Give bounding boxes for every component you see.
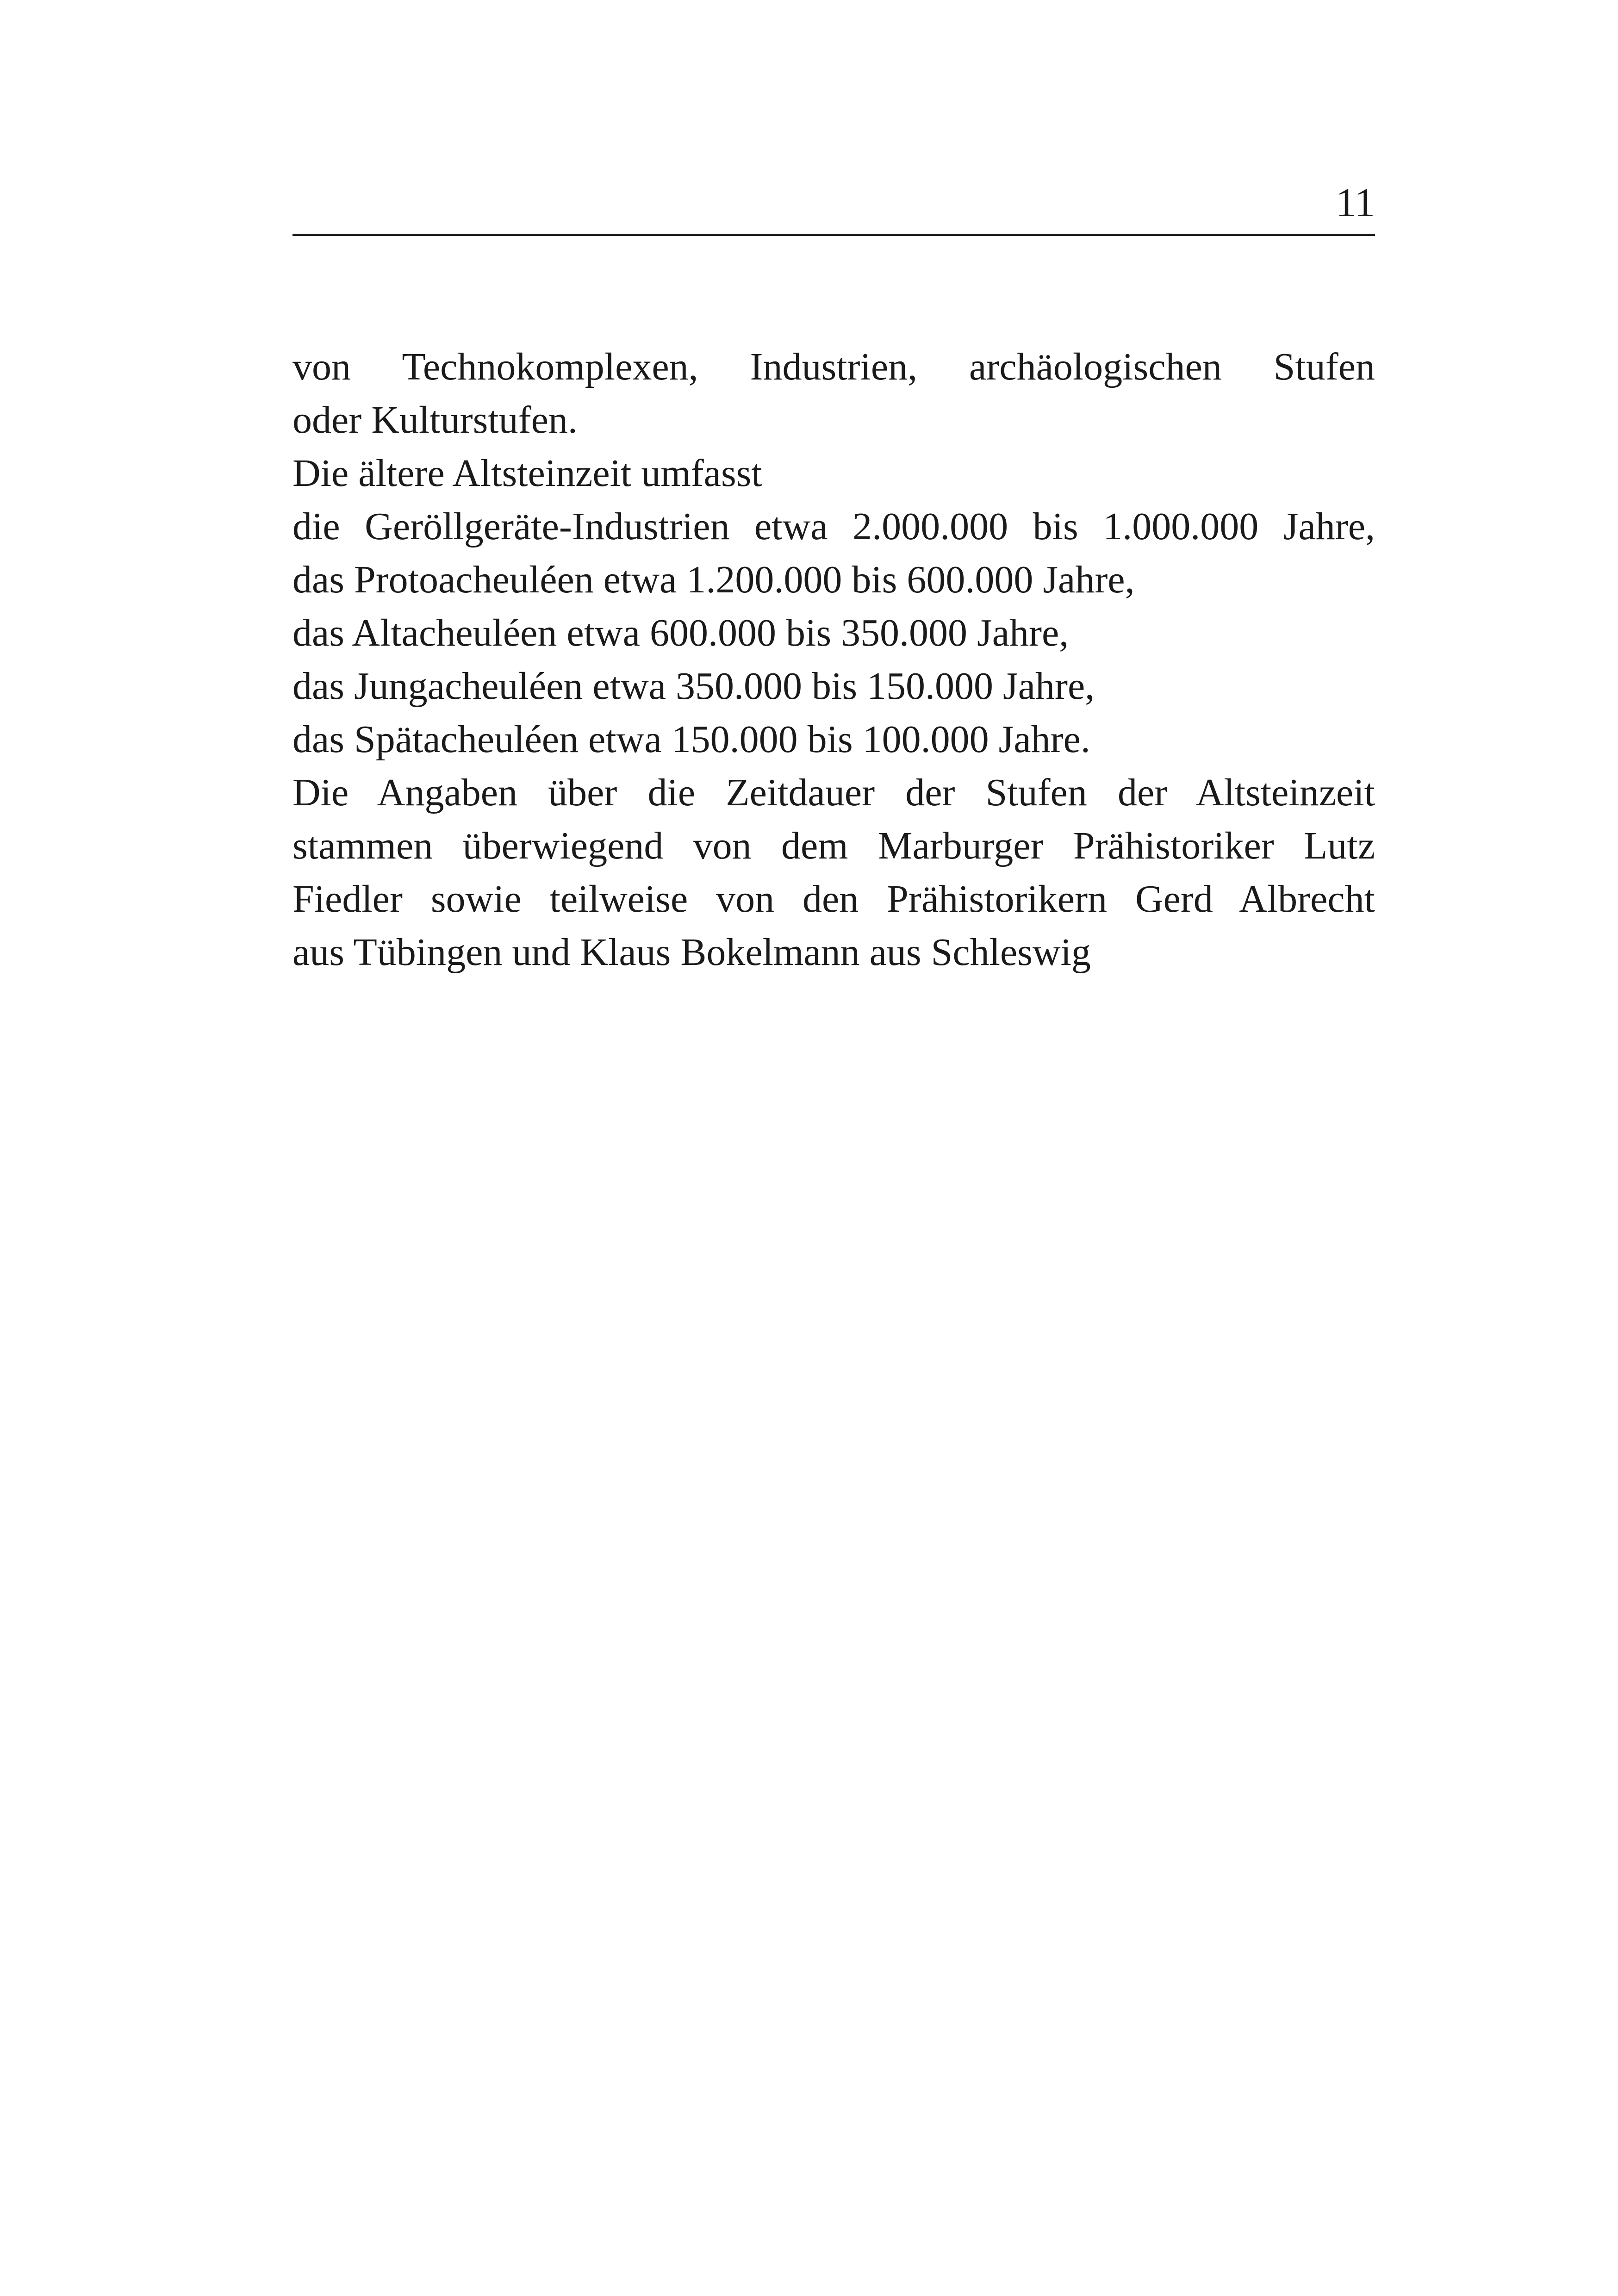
text-line: das Jungacheuléen etwa 350.000 bis 150.000 Jahre, [292,665,1095,708]
text-line: das Protoacheuléen etwa 1.200.000 bis 600.000 Jahre, [292,558,1135,601]
text-line: aus Tübingen und Klaus Bokelmann aus Schleswig [292,931,1091,974]
text-line: das Spätacheuléen etwa 150.000 bis 100.000 Jahre. [292,718,1090,761]
text-line: stammen überwiegend von dem Marburger Prähistoriker Lutz [292,824,1375,867]
page-number: 11 [1336,180,1375,225]
text-line: die Geröllgeräte-Industrien etwa 2.000.000 bis 1.000.000 Jahre, [292,505,1375,548]
body-text [292,340,1375,979]
text-line: Die ältere Altsteinzeit umfasst [292,452,762,495]
text-line: das Altacheuléen etwa 600.000 bis 350.000 Jahre, [292,611,1069,654]
header-rule [292,234,1375,236]
text-line: Die Angaben über die Zeitdauer der Stufen der Altsteinzeit [292,771,1375,814]
text-line: von Technokomplexen, Industrien, archäologischen Stufen [292,345,1375,388]
text-line: oder Kulturstufen. [292,398,578,442]
text-line: Fiedler sowie teilweise von den Prähistorikern Gerd Albrecht [292,877,1375,921]
